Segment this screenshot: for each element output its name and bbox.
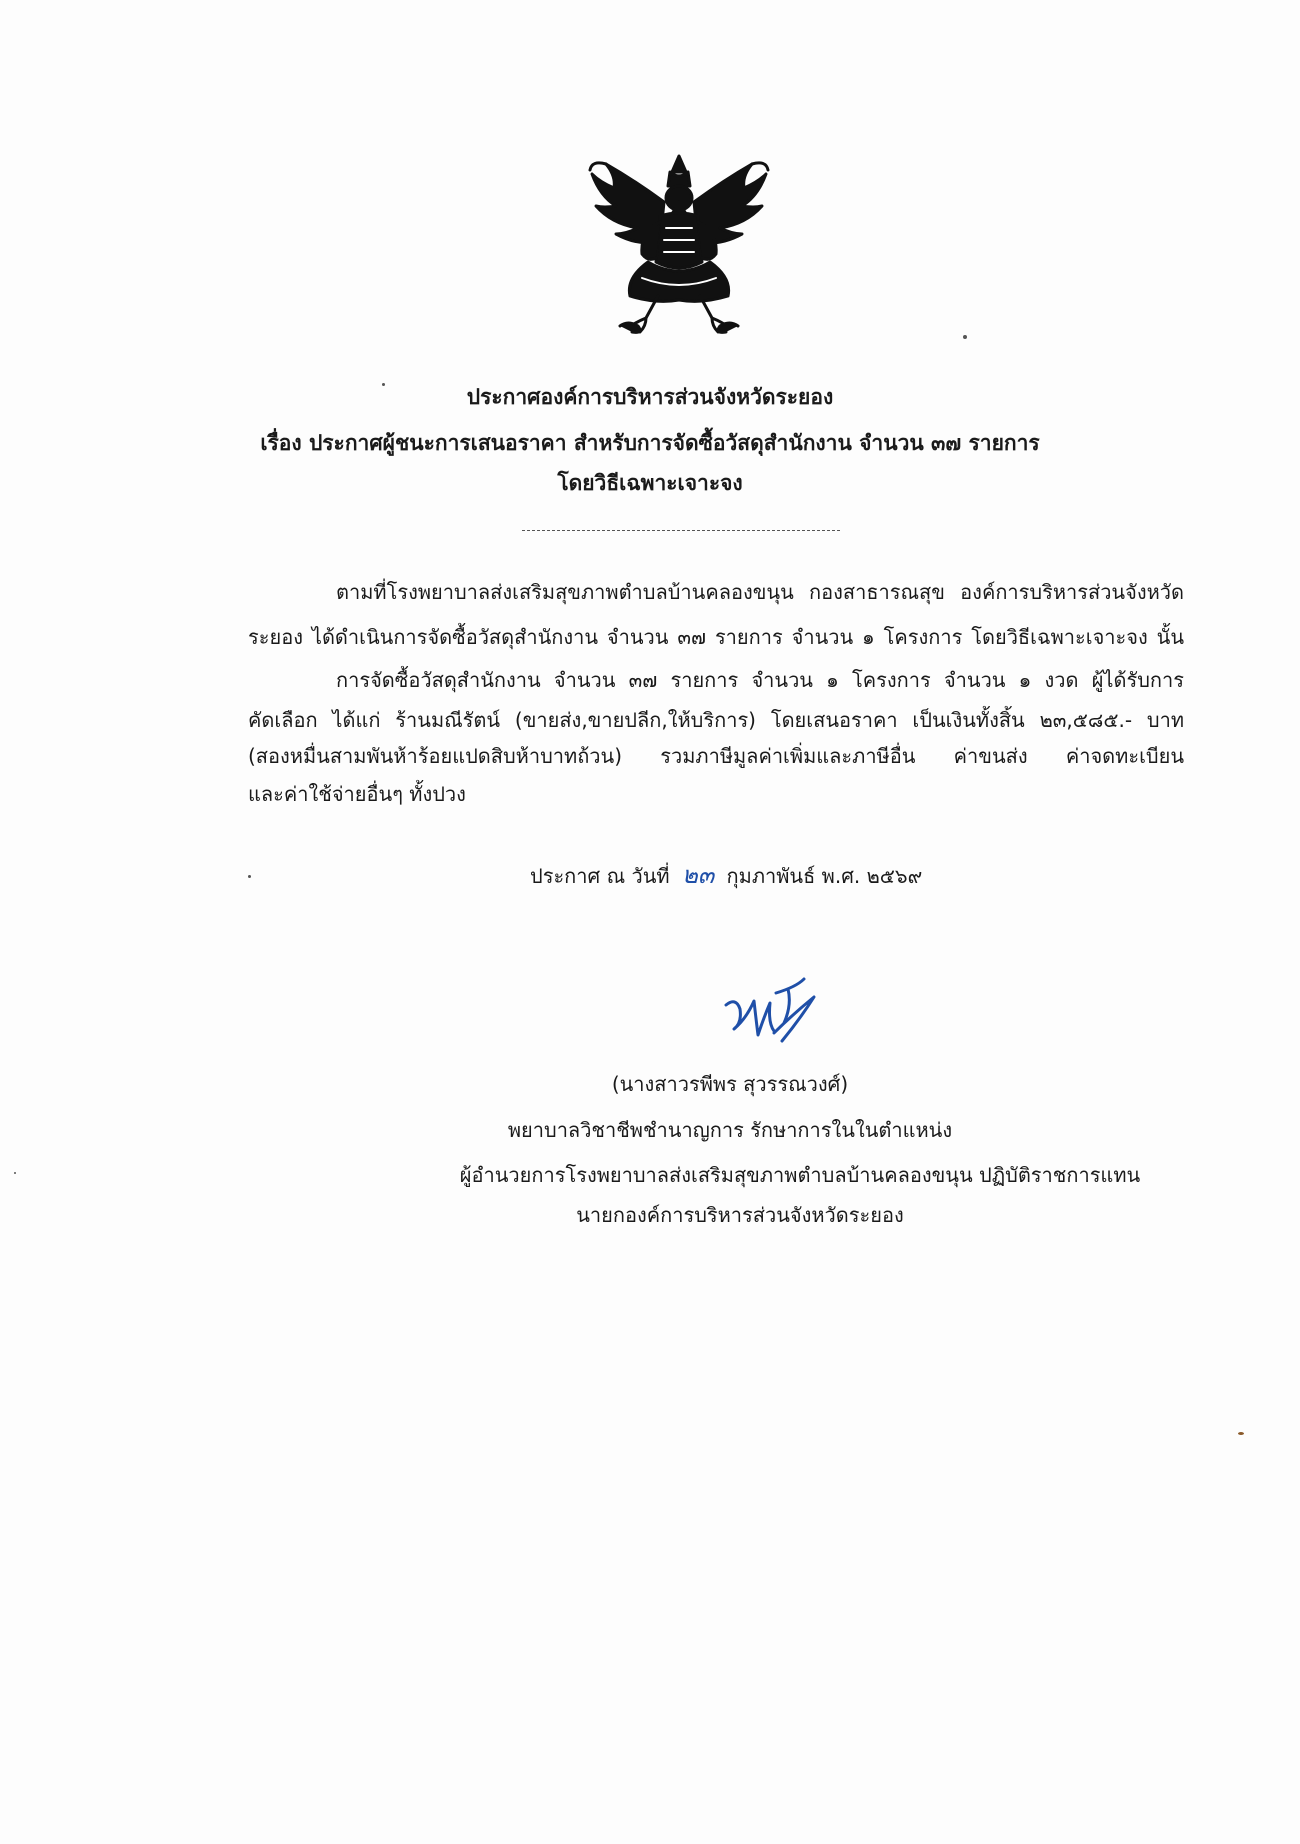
scan-speck [248, 875, 251, 878]
body-line: และค่าใช้จ่ายอื่นๆ ทั้งปวง [248, 782, 466, 806]
handwritten-signature [718, 975, 828, 1055]
scan-speck [1238, 1432, 1244, 1435]
signatory-name: (นางสาวรพีพร สุวรรณวงศ์) [611, 1072, 849, 1096]
signatory-position: นายกองค์การบริหารส่วนจังหวัดระยอง [576, 1203, 904, 1227]
date-prefix: ประกาศ ณ วันที่ [530, 864, 670, 888]
body-line: การจัดซื้อวัสดุสำนักงาน จำนวน ๓๗ รายการ จำนวน ๑ โครงการ จำนวน ๑ งวด ผู้ได้รับการ [336, 668, 1184, 692]
scan-speck [963, 335, 967, 339]
announcement-method: โดยวิธีเฉพาะเจาะจง [557, 471, 743, 495]
body-line: คัดเลือก ได้แก่ ร้านมณีรัตน์ (ขายส่ง,ขายปลีก,ให้บริการ) โดยเสนอราคา เป็นเงินทั้งสิ้น ๒๓,๕๘๕.- บาท [248, 708, 1184, 732]
announcement-date [530, 860, 922, 891]
heading-divider [522, 530, 840, 531]
garuda-emblem [586, 150, 772, 334]
announcement-title: ประกาศองค์การบริหารส่วนจังหวัดระยอง [466, 385, 834, 409]
signatory-position: พยาบาลวิชาชีพชำนาญการ รักษาการในในตำแหน่ง [507, 1118, 953, 1142]
body-line: ระยอง ได้ดำเนินการจัดซื้อวัสดุสำนักงาน จำนวน ๓๗ รายการ จำนวน ๑ โครงการ โดยวิธีเฉพาะเจาะจง นั้น [248, 625, 1184, 649]
signatory-position: ผู้อำนวยการโรงพยาบาลส่งเสริมสุขภาพตำบลบ้านคลองขนุน ปฏิบัติราชการแทน [459, 1163, 1141, 1187]
date-month-year: กุมภาพันธ์ พ.ศ. ๒๕๖๙ [726, 864, 923, 888]
scan-speck [14, 1172, 16, 1174]
date-day-handwritten: ๒๓ [681, 861, 715, 889]
announcement-subject: เรื่อง ประกาศผู้ชนะการเสนอราคา สำหรับการจัดซื้อวัสดุสำนักงาน จำนวน ๓๗ รายการ [260, 431, 1040, 455]
body-line: ตามที่โรงพยาบาลส่งเสริมสุขภาพตำบลบ้านคลองขนุน กองสาธารณสุข องค์การบริหารส่วนจังหวัด [336, 580, 1184, 604]
body-line: (สองหมื่นสามพันห้าร้อยแปดสิบห้าบาทถ้วน) รวมภาษีมูลค่าเพิ่มและภาษีอื่น ค่าขนส่ง ค่าจดทะเบียน [248, 744, 1184, 768]
